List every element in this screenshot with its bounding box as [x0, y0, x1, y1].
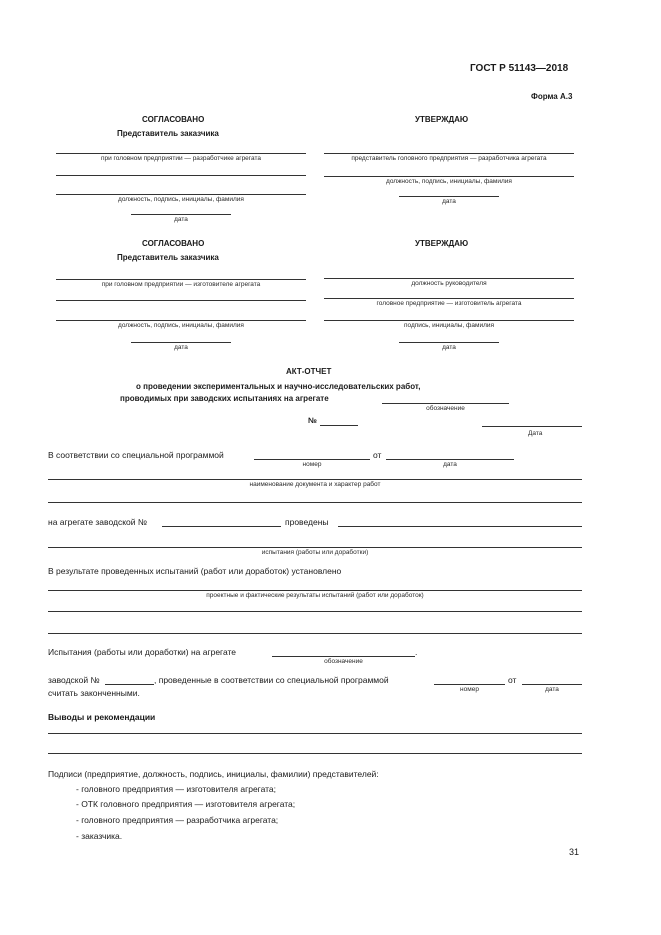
field-label: наименование документа и характер работ [249, 481, 381, 488]
program-number-line [254, 459, 370, 460]
field-label: подпись, инициалы, фамилия [403, 322, 495, 329]
from-text: от [373, 450, 382, 460]
field-label: дата [174, 344, 188, 351]
signatures-intro: Подписи (предприятие, должность, подпись, инициалы, фамилии) представителей: [48, 769, 379, 779]
field-label: Дата [528, 430, 543, 437]
sign-line [324, 278, 574, 279]
conclusions-line [48, 733, 582, 734]
tests-line [48, 547, 582, 548]
field-label: обозначение [426, 405, 465, 412]
designation-line [382, 403, 509, 404]
number-line [320, 425, 358, 426]
field-label: дата [443, 461, 457, 468]
act-subtitle-line2: проводимых при заводских испытаниях на агрегате [120, 394, 329, 403]
completed-text: считать законченными. [48, 688, 140, 698]
sign-line [56, 300, 306, 301]
customer-rep-title-1: Представитель заказчика [117, 129, 219, 138]
act-title: АКТ-ОТЧЕТ [286, 367, 332, 376]
factory-number-text: заводской № [48, 675, 100, 685]
results-line [48, 611, 582, 612]
sign-line [56, 194, 306, 195]
program-date-line [522, 684, 582, 685]
done-text: проведены [285, 517, 329, 527]
field-label: при головном предприятии — изготовителе агрегата [101, 281, 261, 288]
approve-title-2: УТВЕРЖДАЮ [415, 239, 469, 248]
field-label: должность, подпись, инициалы, фамилия [386, 178, 512, 185]
field-label: должность, подпись, инициалы, фамилия [118, 196, 244, 203]
results-line [48, 633, 582, 634]
date-line [482, 426, 582, 427]
sign-line [324, 153, 574, 154]
results-text: В результате проведенных испытаний (работ или доработок) установлено [48, 566, 342, 576]
number-sign: № [308, 416, 317, 425]
program-number-line [434, 684, 505, 685]
program-date-line [386, 459, 514, 460]
sign-line [324, 320, 574, 321]
field-label: дата [442, 344, 456, 351]
date-line [399, 342, 499, 343]
date-line [131, 214, 231, 215]
tests-on-unit-text: Испытания (работы или доработки) на агрегате [48, 647, 237, 657]
field-label: дата [545, 686, 559, 693]
field-label: дата [174, 216, 188, 223]
field-label: представитель головного предприятия — разработчика агрегата [351, 155, 547, 162]
field-label: номер [460, 686, 479, 693]
field-label: испытания (работы или доработки) [261, 549, 369, 556]
field-label: обозначение [324, 658, 363, 665]
conclusions-line [48, 753, 582, 754]
field-label: проектные и фактические результаты испытаний (работ или доработок) [206, 592, 424, 599]
factory-number-line [105, 684, 154, 685]
from-text: от [508, 675, 517, 685]
standard-number: ГОСТ Р 51143—2018 [470, 63, 569, 74]
field-label: дата [442, 198, 456, 205]
done-line [338, 526, 582, 527]
signature-item: - головного предприятия — разработчика агрегата; [76, 815, 279, 825]
signature-item: - головного предприятия — изготовителя агрегата; [76, 784, 277, 794]
sign-line [56, 320, 306, 321]
agreed-title-2: СОГЛАСОВАНО [142, 239, 205, 248]
conclusions-heading: Выводы и рекомендации [48, 712, 156, 722]
customer-rep-title-2: Представитель заказчика [117, 253, 219, 262]
field-label: должность, подпись, инициалы, фамилия [118, 322, 244, 329]
program-text: В соответствии со специальной программой [48, 450, 224, 460]
date-line [399, 196, 499, 197]
page-number: 31 [569, 847, 580, 857]
period: . [415, 647, 418, 657]
program-ref-text: , проведенные в соответствии со специальной программой [154, 675, 389, 685]
sign-line [56, 153, 306, 154]
field-label: должность руководителя [411, 280, 487, 287]
doc-line [48, 502, 582, 503]
sign-line [56, 279, 306, 280]
sign-line [324, 176, 574, 177]
field-label: номер [302, 461, 322, 468]
unit-number-text: на агрегате заводской № [48, 517, 147, 527]
field-label: головное предприятие — изготовитель агрегата [376, 300, 522, 307]
agreed-title-1: СОГЛАСОВАНО [142, 115, 205, 124]
field-label: при головном предприятии — разработчике агрегата [100, 155, 262, 162]
sign-line [56, 175, 306, 176]
act-subtitle-line1: о проведении экспериментальных и научно-исследовательских работ, [136, 382, 421, 391]
signature-item: - заказчика. [76, 831, 123, 841]
results-line [48, 590, 582, 591]
date-line [131, 342, 231, 343]
designation-line [272, 656, 415, 657]
signature-item: - ОТК головного предприятия — изготовителя агрегата; [76, 799, 296, 809]
approve-title-1: УТВЕРЖДАЮ [415, 115, 469, 124]
unit-number-line [162, 526, 281, 527]
form-label: Форма А.3 [531, 92, 573, 101]
doc-line [48, 479, 582, 480]
sign-line [324, 298, 574, 299]
